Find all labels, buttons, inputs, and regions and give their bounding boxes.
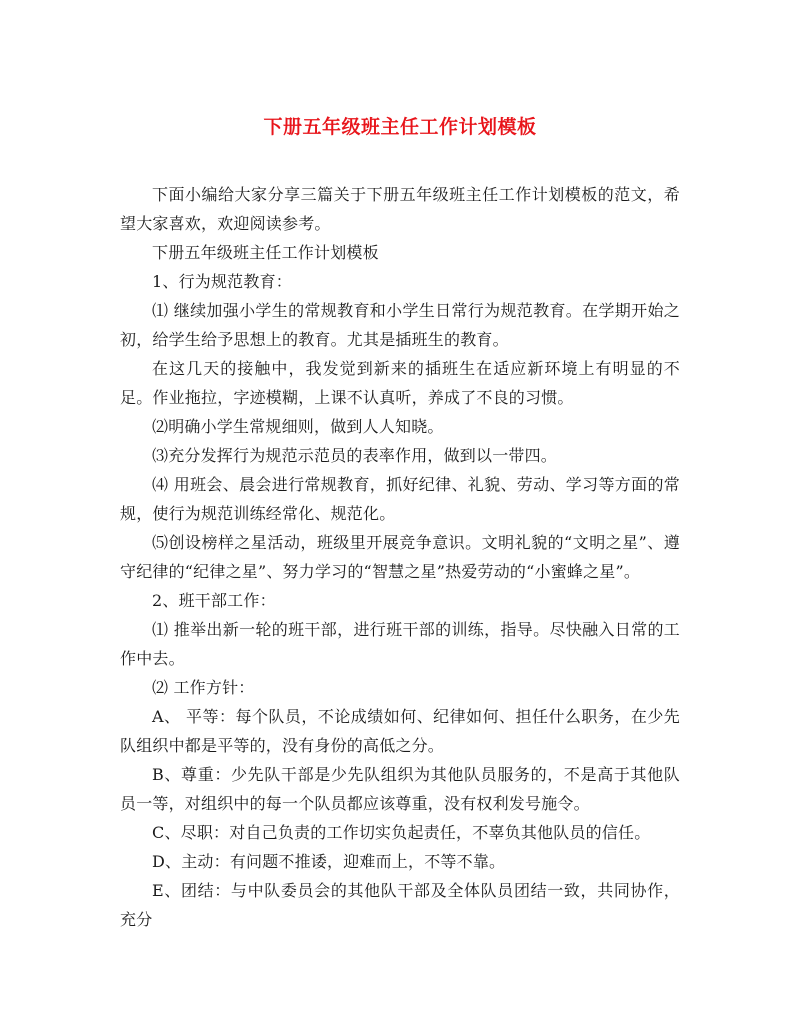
principle-c: C、尽职：对自己负责的工作切实负起责任，不辜负其他队员的信任。 — [152, 823, 651, 842]
cadre-item-1: ⑴ 推举出新一轮的班干部，进行班干部的训练，指导。尽快融入日常的工作中去。 — [120, 620, 680, 668]
behavior-item-2: ⑵明确小学生常规细则，做到人人知晓。 — [152, 417, 444, 436]
behavior-item-4: ⑷ 用班会、晨会进行常规教育，抓好纪律、礼貌、劳动、学习等方面的常规，使行为规范训练经常化、规范化。 — [120, 475, 680, 523]
behavior-item-3: ⑶充分发挥行为规范示范员的表率作用，做到以一带四。 — [152, 446, 558, 465]
document-title: 下册五年级班主任工作计划模板 — [263, 116, 537, 138]
principle-b: B、尊重：少先队干部是少先队组织为其他队员服务的，不是高于其他队员一等，对组织中的每一个队员都应该尊重，没有权利发号施令。 — [120, 765, 680, 813]
principle-d: D、主动：有问题不推诿，迎难而上，不等不靠。 — [152, 852, 506, 871]
behavior-item-1: ⑴ 继续加强小学生的常规教育和小学生日常行为规范教育。在学期开始之初，给学生给予思想上的教育。尤其是插班生的教育。 — [120, 301, 680, 349]
document-body — [120, 180, 680, 934]
behavior-observation: 在这几天的接触中，我发觉到新来的插班生在适应新环境上有明显的不足。作业拖拉，字迹模糊，上课不认真听，养成了不良的习惯。 — [120, 359, 680, 407]
intro-paragraph: 下面小编给大家分享三篇关于下册五年级班主任工作计划模板的范文，希望大家喜欢，欢迎阅读参考。 — [120, 185, 680, 233]
cadre-item-2: ⑵ 工作方针： — [152, 678, 255, 697]
section-heading-behavior: 1、行为规范教育： — [152, 272, 292, 291]
principle-e: E、团结：与中队委员会的其他队干部及全体队员团结一致，共同协作，充分 — [120, 881, 680, 929]
behavior-item-5: ⑸创设榜样之星活动，班级里开展竞争意识。文明礼貌的“文明之星”、遵守纪律的“纪律之星”、努力学习的“智慧之星”热爱劳动的“小蜜蜂之星”。 — [120, 533, 680, 581]
section-heading-cadre: 2、班干部工作： — [152, 591, 276, 610]
subtitle-paragraph: 下册五年级班主任工作计划模板 — [152, 243, 379, 262]
principle-a: A、 平等：每个队员，不论成绩如何、纪律如何、担任什么职务，在少先队组织中都是平等的，没有身份的高低之分。 — [120, 707, 680, 755]
